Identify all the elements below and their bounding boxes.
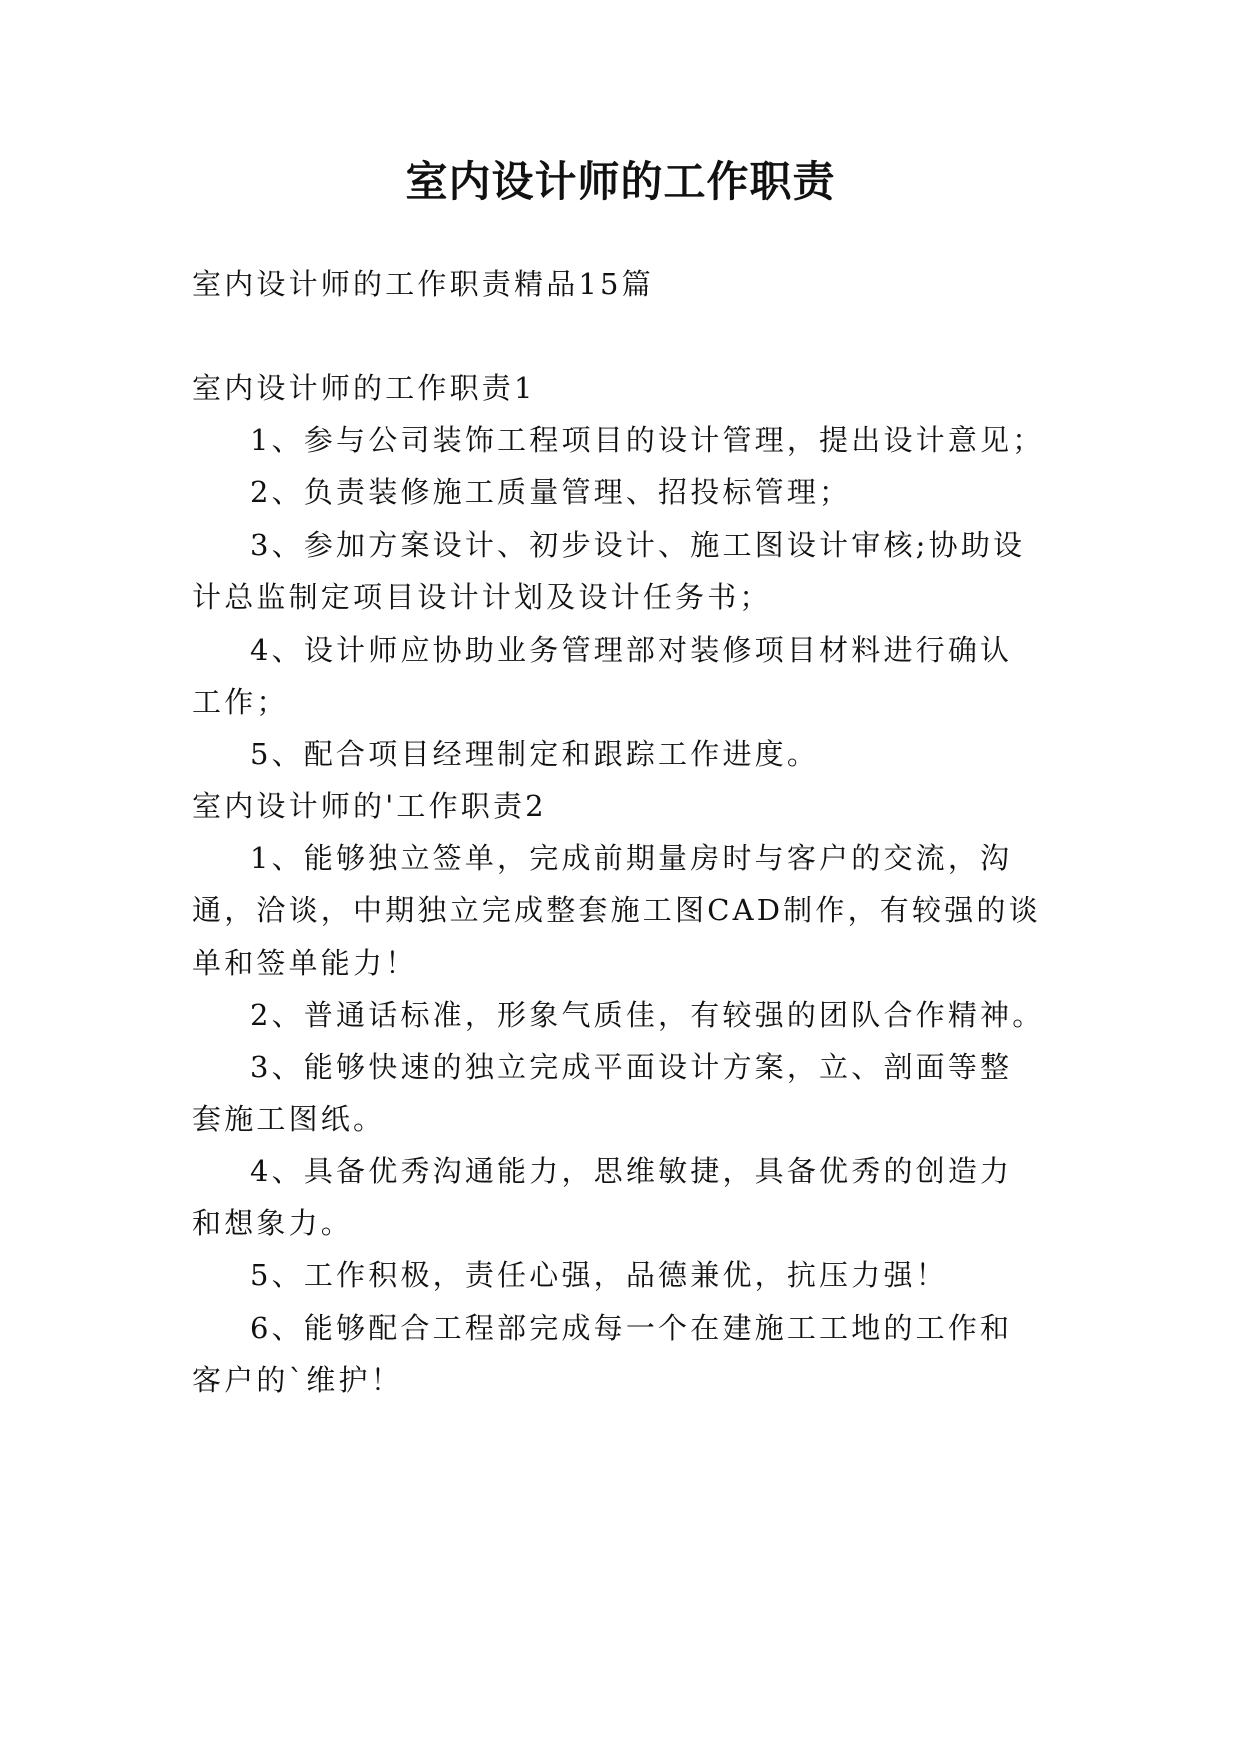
- section-1-item-4: 4、设计师应协助业务管理部对装修项目材料进行确认: [250, 633, 1013, 667]
- section-2-item-5: 5、工作积极，责任心强，品德兼优，抗压力强！: [250, 1258, 948, 1292]
- section-1-item-3: 3、参加方案设计、初步设计、施工图设计审核;协助设: [250, 528, 1026, 562]
- section-2-item-2: 2、普通话标准，形象气质佳，有较强的团队合作精神。: [250, 998, 1045, 1032]
- section-2-item-1-cont-2: 单和签单能力！: [192, 946, 418, 980]
- section-2-item-3-cont: 套施工图纸。: [192, 1102, 386, 1136]
- section-1-item-3-cont: 计总监制定项目设计计划及设计任务书；: [192, 580, 772, 614]
- section-2-item-6-cont: 客户的`维护！: [192, 1363, 403, 1397]
- section-1-item-4-cont: 工作；: [192, 685, 289, 719]
- section-1-item-1: 1、参与公司装饰工程项目的设计管理，提出设计意见；: [250, 423, 1045, 457]
- section-2-item-6: 6、能够配合工程部完成每一个在建施工工地的工作和: [250, 1311, 1013, 1345]
- section-2-heading: 室内设计师的'工作职责2: [192, 789, 547, 823]
- document-title: 室内设计师的工作职责: [405, 157, 836, 206]
- section-1-item-2: 2、负责装修施工质量管理、招投标管理；: [250, 475, 852, 509]
- section-2-item-4: 4、具备优秀沟通能力，思维敏捷，具备优秀的创造力: [250, 1154, 1013, 1188]
- section-2-item-1-cont: 通，洽谈，中期独立完成整套施工图CAD制作，有较强的谈: [192, 893, 1041, 927]
- section-1-heading: 室内设计师的工作职责1: [192, 371, 536, 405]
- document-subtitle: 室内设计师的工作职责精品15篇: [192, 267, 654, 301]
- section-2-item-4-cont: 和想象力。: [192, 1206, 354, 1240]
- section-2-item-3: 3、能够快速的独立完成平面设计方案，立、剖面等整: [250, 1050, 1013, 1084]
- section-2-item-1: 1、能够独立签单，完成前期量房时与客户的交流，沟: [250, 841, 1013, 875]
- section-1-item-5: 5、配合项目经理制定和跟踪工作进度。: [250, 737, 820, 771]
